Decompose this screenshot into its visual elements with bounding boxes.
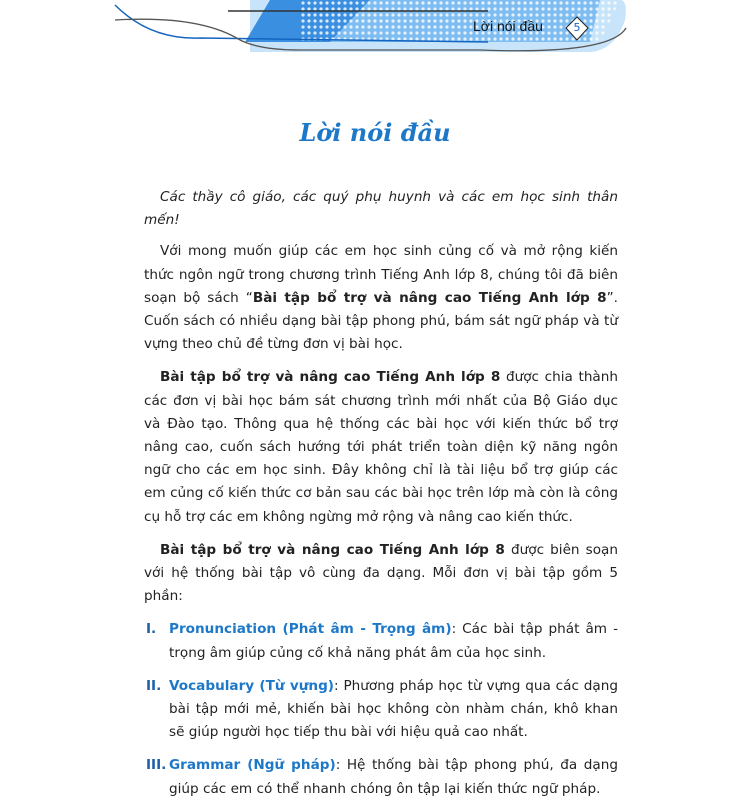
list-item [144,675,618,745]
book-title: Bài tập bổ trợ và nâng cao Tiếng Anh lớp 8 [160,541,505,558]
header-decoration [0,0,750,60]
item-number: I. [146,621,157,638]
item-name: Pronunciation (Phát âm - Trọng âm) [169,621,452,638]
page-number: 5 [573,21,581,34]
page-header [0,0,750,60]
text: ”. Cuốn sách có nhiều dạng bài tập phong phú, bám sát ngữ pháp và từ vựng theo chủ đề từng đơn vị bài học. [144,289,618,353]
parts-list [144,618,618,800]
item-desc: : Hệ thống bài tập phong phú, đa dạng giúp các em có thể nhanh chóng ôn tập lại kiến thức ngữ pháp. [169,757,618,797]
greeting: Các thầy cô giáo, các quý phụ huynh và các em học sinh thân mến! [144,189,618,229]
text: được chia thành các đơn vị bài học bám sát chương trình mới nhất của Bộ Giáo dục và Đào tạo. Thông qua hệ thống các bài học với kiến thức bổ trợ nâng cao, cuốn sách hướng tới phát triển toàn diện kỹ năng ngôn ngữ cho các em học sinh. Đây không chỉ là tài liệu bổ trợ giúp các em củng cố kiến thức cơ bản sau các bài học trên lớp mà còn là công cụ hỗ trợ các em không ngừng mở rộng và nâng cao kiến thức. [144,369,618,525]
book-title: Bài tập bổ trợ và nâng cao Tiếng Anh lớp 8 [252,289,607,306]
paragraph-3 [144,539,618,609]
book-title: Bài tập bổ trợ và nâng cao Tiếng Anh lớp 8 [160,369,501,386]
text: được biên soạn với hệ thống bài tập vô cùng đa dạng. Mỗi đơn vị bài tập gồm 5 phần: [144,541,618,605]
preface-body [144,186,618,811]
page-title: Lời nói đầu [299,118,451,147]
paragraph-1 [144,240,618,356]
item-number: II. [146,677,162,694]
text: Với mong muốn giúp các em học sinh củng cố và mở rộng kiến thức ngôn ngữ trong chương trình Tiếng Anh lớp 8, chúng tôi đã biên soạn bộ sách “ [144,243,618,306]
item-desc: : Phương pháp học từ vựng qua các dạng bài tập mới mẻ, khiến bài học không còn nhàm chán, khô khan sẽ giúp người học tiếp thu bài với hiệu quả cao nhất. [169,677,618,741]
item-number: III. [146,757,167,774]
list-item [144,754,618,800]
item-desc: : Các bài tập phát âm - trọng âm giúp củng cố khả năng phát âm của học sinh. [169,621,618,661]
item-name: Vocabulary (Từ vựng) [169,677,335,694]
list-item [144,618,618,664]
paragraph-2 [144,366,618,528]
running-title: Lời nói đầu [473,18,543,34]
item-name: Grammar (Ngữ pháp) [169,757,336,774]
